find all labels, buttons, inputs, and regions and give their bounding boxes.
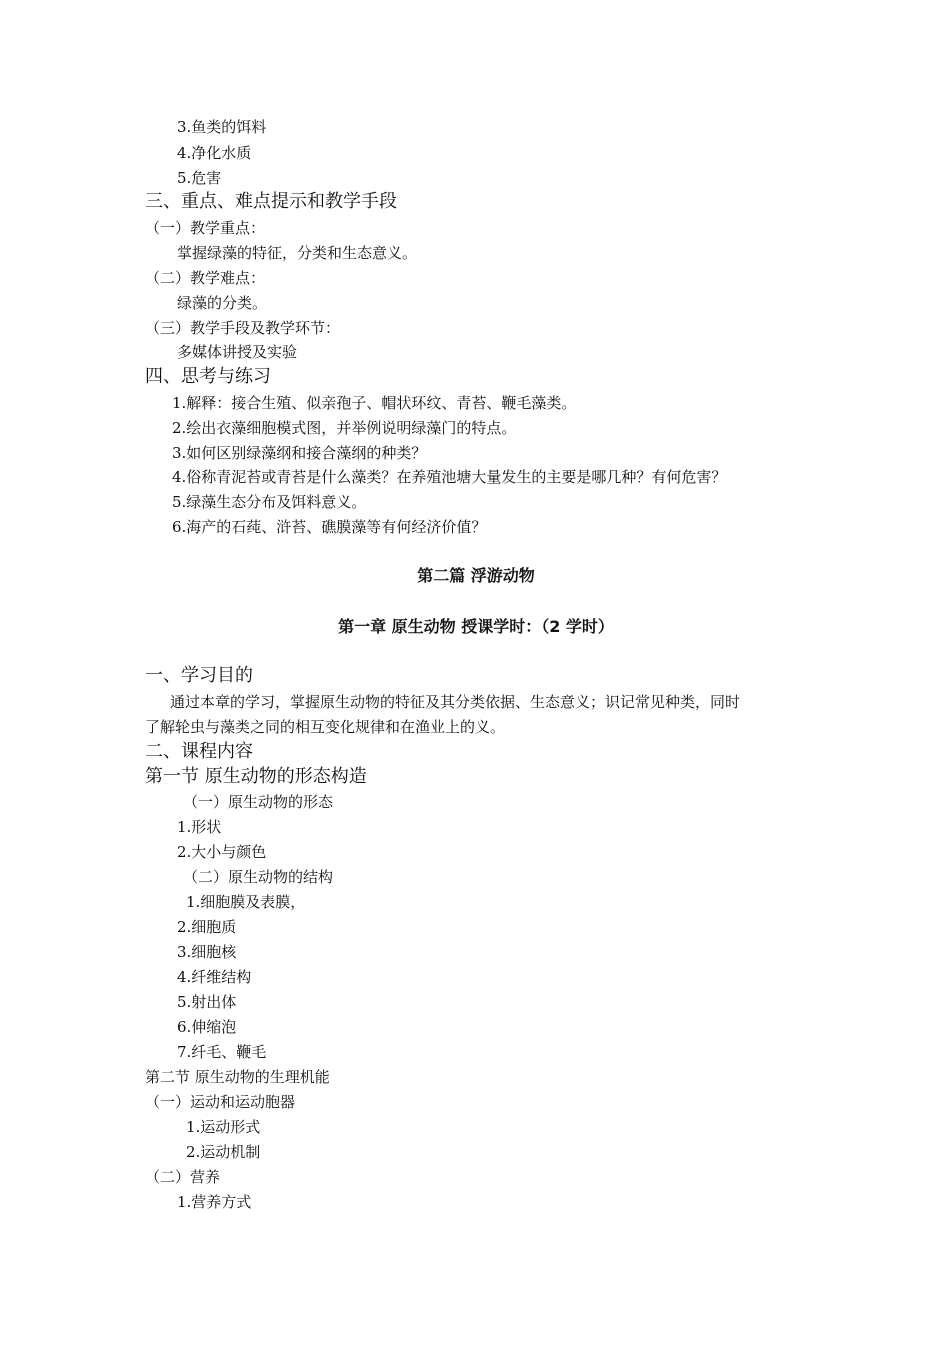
list-item: 1.细胞膜及表膜， [186,893,306,911]
list-item: 1.运动形式 [186,1118,261,1136]
paragraph: 掌握绿藻的特征，分类和生态意义。 [177,244,418,262]
list-item: 1.营养方式 [177,1193,252,1211]
list-item: 7.纤毛、鞭毛 [177,1043,267,1061]
list-item: 6.伸缩泡 [177,1018,237,1036]
list-item: 2.绘出衣藻细胞模式图，并举例说明绿藻门的特点。 [172,419,517,437]
subsection-heading: （一）教学重点： [145,219,266,237]
list-item: 5.危害 [177,169,222,187]
part-title: 第二篇 浮游动物 [417,566,535,585]
list-item: 6.海产的石莼、浒苔、礁膜藻等有何经济价值？ [172,518,487,536]
subsection-heading: （二）营养 [145,1168,221,1186]
list-item: 4.纤维结构 [177,968,252,986]
section-heading: 一、学习目的 [145,665,253,686]
paragraph: 绿藻的分类。 [177,294,268,312]
list-item: 5.绿藻生态分布及饵料意义。 [172,493,367,511]
subsection-heading: （一）运动和运动胞器 [145,1093,296,1111]
subsection-heading: （二）教学难点： [145,269,266,287]
section-heading: 三、重点、难点提示和教学手段 [145,191,397,212]
list-item: 2.运动机制 [186,1143,261,1161]
list-item: 1.解释：接合生殖、似亲孢子、帽状环纹、青苔、鞭毛藻类。 [172,394,577,412]
subsection-heading: （一）原生动物的形态 [183,793,334,811]
section-heading: 第二节 原生动物的生理机能 [145,1068,330,1086]
subsection-heading: （二）原生动物的结构 [183,868,334,886]
list-item: 2.细胞质 [177,918,237,936]
section-heading: 第一节 原生动物的形态构造 [145,766,367,787]
list-item: 2.大小与颜色 [177,843,267,861]
chapter-title: 第一章 原生动物 授课学时：（2 学时） [338,617,614,636]
paragraph: 多媒体讲授及实验 [177,343,298,361]
subsection-heading: （三）教学手段及教学环节： [145,319,341,337]
list-item: 3.鱼类的饵料 [177,118,267,136]
list-item: 4.俗称青泥苔或青苔是什么藻类？在养殖池塘大量发生的主要是哪几种？有何危害？ [172,468,727,486]
list-item: 3.如何区别绿藻纲和接合藻纲的种类？ [172,444,427,462]
list-item: 5.射出体 [177,993,237,1011]
list-item: 4.净化水质 [177,144,252,162]
list-item: 1.形状 [177,818,222,836]
paragraph: 通过本章的学习，掌握原生动物的特征及其分类依据、生态意义；识记常见种类，同时 [170,693,741,711]
list-item: 3.细胞核 [177,943,237,961]
section-heading: 二、课程内容 [145,741,253,762]
section-heading: 四、思考与练习 [145,366,271,387]
paragraph: 了解轮虫与藻类之同的相互变化规律和在渔业上的义。 [145,718,506,736]
